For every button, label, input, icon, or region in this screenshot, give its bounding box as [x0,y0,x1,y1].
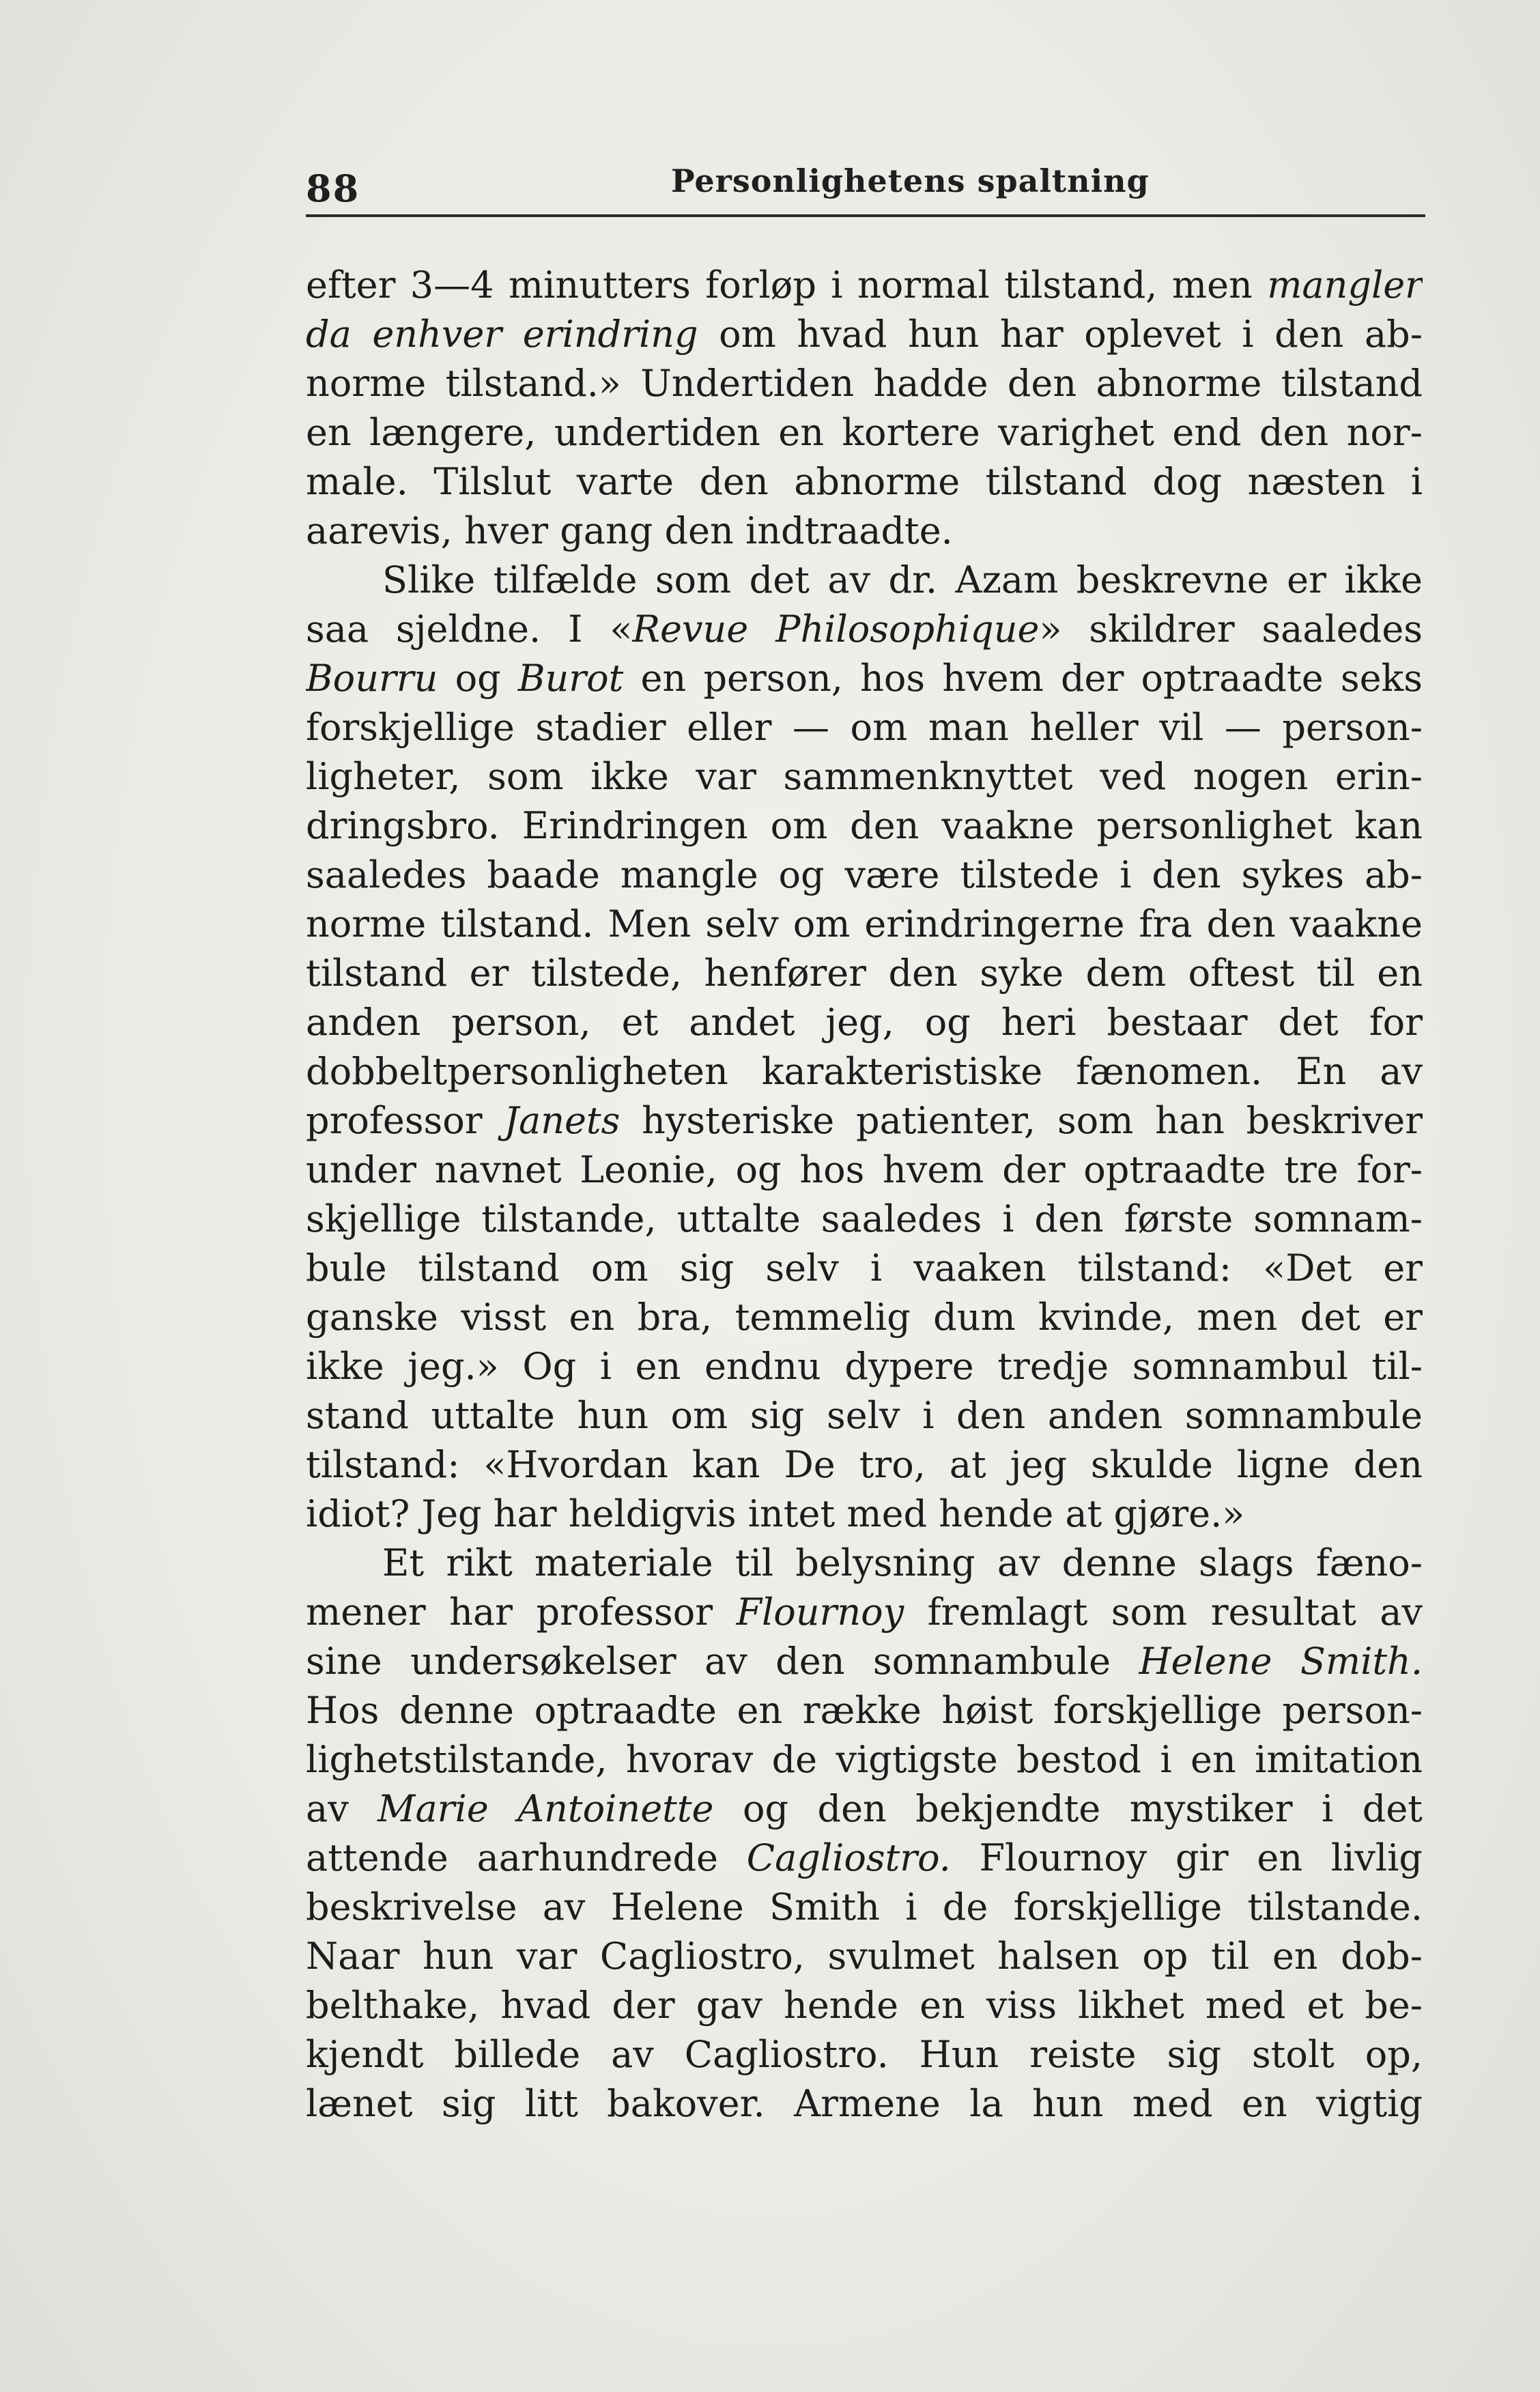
text-segment: Naar hun var Cagliostro, svulmet halsen op til en dob- [306,1935,1423,1978]
text-segment: en person, hos hvem der optraadte seks [623,657,1423,700]
text-line [306,1932,1423,1981]
text-line [306,1981,1423,2030]
italic-text: da enhver erindring [306,313,698,356]
text-segment: av [306,1787,378,1830]
text-segment: lighetstilstande, hvorav de vigtigste bestod i en imitation [306,1738,1423,1781]
body-text [306,261,1423,2128]
text-segment: saaledes baade mangle og være tilstede i den sykes ab- [306,853,1423,896]
italic-text: Marie Antoinette [377,1787,714,1830]
text-segment: og [438,657,518,700]
text-segment: dringsbro. Erindringen om den vaakne personlighet kan [306,804,1423,847]
text-segment: Hos denne optraadte en række høist forskjellige person- [306,1689,1423,1732]
running-title: Personlighetens spaltning [671,162,1150,199]
italic-text: Bourru [306,657,438,700]
text-segment: bule tilstand om sig selv i vaaken tilstand: «Det er [306,1247,1423,1290]
text-line [306,1588,1423,1637]
text-segment: male. Tilslut varte den abnorme tilstand dog næsten i [306,460,1423,503]
text-segment: stand uttalte hun om sig selv i den anden somnambule [306,1394,1423,1437]
text-line [306,1342,1423,1391]
text-line [306,654,1423,703]
text-segment: ikke jeg.» Og i en endnu dypere tredje somnambul til- [306,1345,1423,1388]
text-line [306,1145,1423,1195]
italic-text: Janets [504,1099,621,1142]
text-line [306,1440,1423,1490]
text-segment: beskrivelse av Helene Smith i de forskjellige tilstande. [306,1885,1423,1928]
text-line [306,900,1423,949]
text-line [306,359,1423,408]
text-line [306,408,1423,457]
text-line [306,998,1423,1047]
page-header [306,162,1425,217]
text-line [306,556,1423,605]
text-segment: en længere, undertiden en kortere varighet end den nor- [306,411,1423,454]
text-line [306,457,1423,507]
text-segment: Slike tilfælde som det av dr. Azam beskrevne er ikke [382,558,1423,601]
text-segment: dobbeltpersonligheten karakteristiske fænomen. En av [306,1050,1423,1093]
text-line [306,1735,1423,1784]
text-line [306,2079,1423,2128]
text-segment: ganske visst en bra, temmelig dum kvinde, men det er [306,1296,1423,1339]
text-segment: efter 3—4 minutters forløp i normal tilstand, men [306,264,1268,307]
text-line [306,1834,1423,1883]
text-line [306,1047,1423,1096]
text-line [306,1784,1423,1834]
text-segment: norme tilstand. Men selv om erindringerne fra den vaakne [306,902,1423,945]
page-number: 88 [306,167,360,210]
text-segment: ligheter, som ikke var sammenknyttet ved nogen erin- [306,755,1423,798]
italic-text: Helene Smith. [1139,1640,1423,1683]
text-line [306,703,1423,752]
text-line [306,2030,1423,2079]
text-line [306,1293,1423,1342]
italic-text: Burot [517,657,624,700]
text-line [306,949,1423,998]
italic-text: Cagliostro. [746,1836,951,1879]
text-segment: mener har professor [306,1591,737,1634]
text-segment: » skildrer saaledes [1039,608,1423,651]
text-line [306,605,1423,654]
text-segment: skjellige tilstande, uttalte saaledes i den første somnam- [306,1197,1423,1240]
text-segment: under navnet Leonie, og hos hvem der optraadte tre for- [306,1148,1423,1191]
text-line [306,1637,1423,1686]
text-segment: Flournoy gir en livlig [950,1836,1423,1879]
text-segment: fremlagt som resultat av [904,1591,1423,1634]
text-line [306,752,1423,801]
text-segment: attende aarhundrede [306,1836,747,1879]
text-line [306,310,1423,359]
text-line [306,1096,1423,1145]
text-segment: tilstand er tilstede, henfører den syke dem oftest til en [306,952,1423,995]
text-line [306,1195,1423,1244]
text-segment: idiot? Jeg har heldigvis intet med hende at gjøre.» [306,1492,1245,1535]
text-segment: anden person, et andet jeg, og heri bestaar det for [306,1001,1423,1044]
italic-text: Flournoy [736,1591,904,1634]
text-segment: hysteriske patienter, som han beskriver [620,1099,1423,1142]
text-segment: saa sjeldne. I « [306,608,633,651]
text-line [306,1391,1423,1440]
text-segment: og den bekjendte mystiker i det [713,1787,1423,1830]
text-line [306,851,1423,900]
text-line [306,1539,1423,1588]
text-segment: tilstand: «Hvordan kan De tro, at jeg skulde ligne den [306,1443,1423,1486]
text-line [306,1883,1423,1932]
text-segment: kjendt billede av Cagliostro. Hun reiste sig stolt op, [306,2033,1423,2076]
italic-text: mangler [1267,264,1423,307]
text-segment: om hvad hun har oplevet i den ab- [698,313,1423,356]
text-segment: norme tilstand.» Undertiden hadde den abnorme tilstand [306,362,1423,405]
text-segment: lænet sig litt bakover. Armene la hun med en vigtig [306,2082,1423,2125]
text-line [306,507,1423,556]
text-segment: aarevis, hver gang den indtraadte. [306,509,953,552]
italic-text: Revue Philosophique [632,608,1040,651]
text-line [306,261,1423,310]
text-segment: professor [306,1099,504,1142]
text-segment: forskjellige stadier eller — om man heller vil — person- [306,706,1423,749]
text-line [306,801,1423,851]
text-line [306,1490,1423,1539]
text-segment: sine undersøkelser av den somnambule [306,1640,1139,1683]
text-segment: belthake, hvad der gav hende en viss likhet med et be- [306,1984,1423,2027]
text-line [306,1244,1423,1293]
text-line [306,1686,1423,1735]
text-segment: Et rikt materiale til belysning av denne slags fæno- [382,1541,1423,1584]
